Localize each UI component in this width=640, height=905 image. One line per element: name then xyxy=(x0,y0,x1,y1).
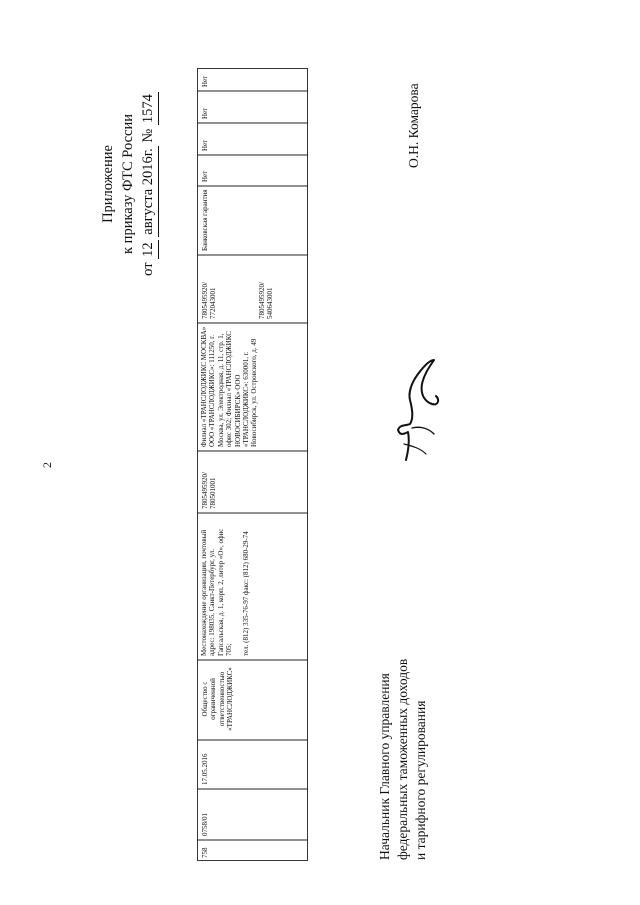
date-prefix: от xyxy=(140,262,156,276)
address-text: Местонахождение организации, почтовый адрес: 198035, Санкт-Петербург, ул. Гапсальская, д. 1, корп. 2, литер «О», офис 705; xyxy=(200,528,234,656)
position-line-3: и тарифного регулирования xyxy=(413,700,428,860)
cell-branch-inn-kpp xyxy=(201,255,275,319)
cell-guarantee: Банковская гарантия xyxy=(201,189,209,251)
signature-image xyxy=(390,356,446,466)
cell-organization-name: Общество с ограниченной ответственностью «ТРАНСЛОДЖИКС» xyxy=(201,667,235,731)
order-reference: к приказу ФТС России xyxy=(120,114,136,254)
order-date-line xyxy=(138,68,159,300)
branch1-inn: 7805495920/ 772043001 xyxy=(201,282,218,319)
cell-inn-kpp: 7805495920/ 780501001 xyxy=(201,472,218,509)
position-line-1: Начальник Главного управления xyxy=(377,673,392,860)
order-day: 12 xyxy=(138,240,159,259)
contacts-text: тел. (812) 335-76-97 факс: (812) 680-29-74 xyxy=(241,531,250,656)
cell-col12: Нет xyxy=(201,107,209,119)
signatory-position xyxy=(376,560,430,860)
registry-table xyxy=(197,68,308,861)
cell-date: 17.05.2016 xyxy=(201,753,209,785)
appendix-header xyxy=(98,68,159,300)
cell-branches: Филиал «ТРАНСЛОДЖИКС МОСКВА» ООО «ТРАНСЛОДЖИКС»: 111250, г. Москва, ул. Электродная, д. 11, стр. 1, офис 302; Филиал «ТРАНСЛОДЖИКС НОВОСИБИРСК» ООО «ТРАНСЛОДЖИКС»: 630001, г. Новосибирск, ул. Островского, д. 49 xyxy=(200,326,259,447)
cell-col11: Нет xyxy=(201,139,209,151)
appendix-title: Приложение xyxy=(100,145,116,223)
cell-col13: Нет xyxy=(201,75,209,87)
number-sign: № xyxy=(140,128,156,143)
cell-col10: Нет xyxy=(201,170,209,182)
branch2-inn: 7805495920/ 540643001 xyxy=(257,282,275,319)
position-line-2: федеральных таможенных доходов xyxy=(395,658,410,860)
cell-address xyxy=(200,516,250,656)
page-number: 2 xyxy=(40,462,54,468)
cell-row-number: 758 xyxy=(201,847,209,858)
signatory-name: О.Н. Комарова xyxy=(406,83,421,168)
order-number: 1574 xyxy=(138,92,159,125)
order-month-year: августа 2016г. xyxy=(138,146,159,236)
cell-registry-code: 0758/01 xyxy=(201,813,209,836)
